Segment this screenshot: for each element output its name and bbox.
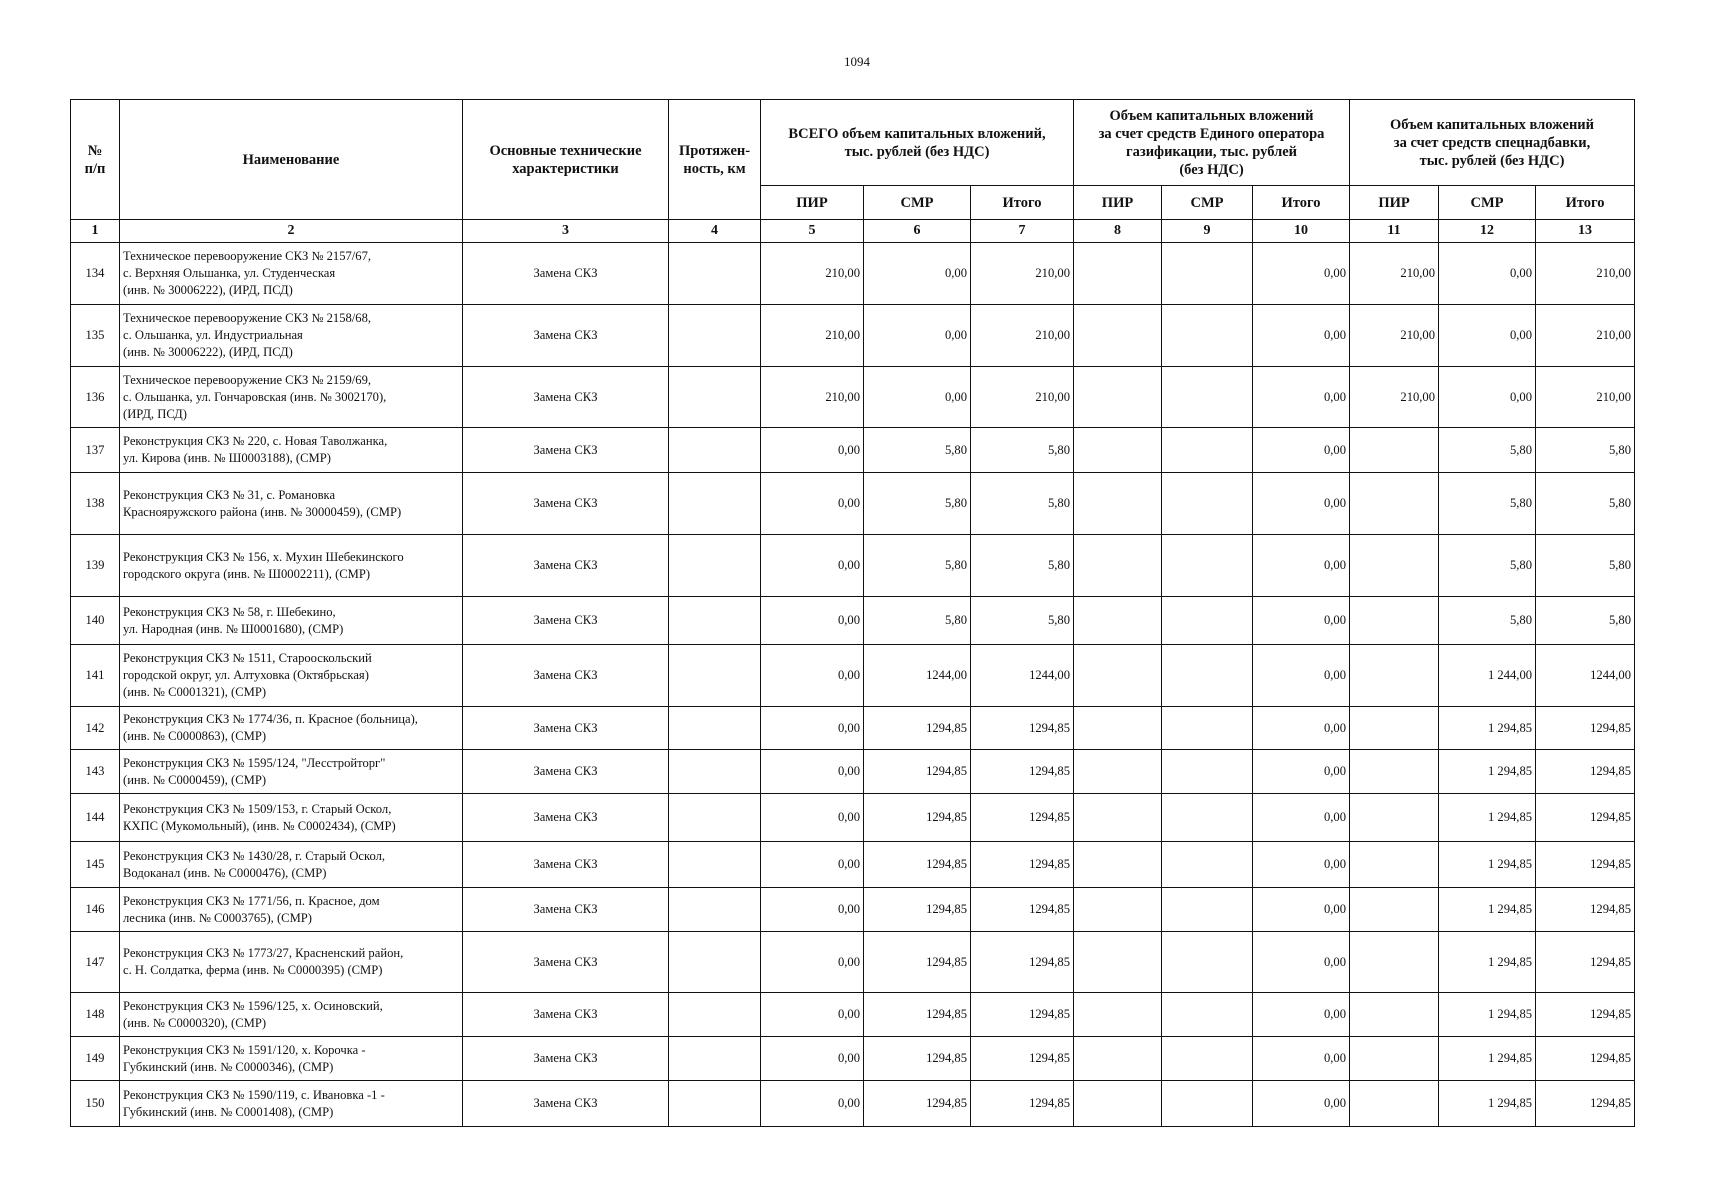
total-sum-cell: 1294,85 xyxy=(971,888,1074,932)
special-pir-cell xyxy=(1350,750,1439,794)
row-characteristics: Замена СКЗ xyxy=(463,1037,669,1081)
row-characteristics: Замена СКЗ xyxy=(463,794,669,842)
total-pir-cell: 0,00 xyxy=(761,888,864,932)
row-number: 146 xyxy=(71,888,120,932)
row-characteristics: Замена СКЗ xyxy=(463,597,669,645)
special-smr-cell: 1 294,85 xyxy=(1439,888,1536,932)
table-row xyxy=(71,428,1635,473)
operator-sum-cell: 0,00 xyxy=(1253,1037,1350,1081)
row-length xyxy=(669,993,761,1037)
header-group-total: ВСЕГО объем капитальных вложений, тыс. рублей (без НДС) xyxy=(761,100,1074,186)
total-smr-cell: 0,00 xyxy=(864,305,971,367)
operator-smr-cell xyxy=(1162,932,1253,993)
total-sum-cell: 1294,85 xyxy=(971,707,1074,750)
table-row xyxy=(71,367,1635,428)
row-name: Реконструкция СКЗ № 1509/153, г. Старый Оскол, КХПС (Мукомольный), (инв. № С0002434), (СМР) xyxy=(120,794,463,842)
total-pir-cell: 210,00 xyxy=(761,305,864,367)
table-body xyxy=(71,243,1635,1127)
row-length xyxy=(669,842,761,888)
table-row xyxy=(71,932,1635,993)
special-smr-cell: 1 294,85 xyxy=(1439,707,1536,750)
total-sum-cell: 1244,00 xyxy=(971,645,1074,707)
total-smr-cell: 5,80 xyxy=(864,597,971,645)
total-sum-cell: 210,00 xyxy=(971,367,1074,428)
total-smr-cell: 1294,85 xyxy=(864,993,971,1037)
column-number: 11 xyxy=(1350,220,1439,243)
row-number: 143 xyxy=(71,750,120,794)
row-name: Реконструкция СКЗ № 1591/120, х. Корочка - Губкинский (инв. № С0000346), (СМР) xyxy=(120,1037,463,1081)
operator-sum-cell: 0,00 xyxy=(1253,473,1350,535)
header-name: Наименование xyxy=(120,100,463,220)
operator-sum-cell: 0,00 xyxy=(1253,842,1350,888)
operator-pir-cell xyxy=(1074,750,1162,794)
operator-smr-cell xyxy=(1162,842,1253,888)
total-pir-cell: 0,00 xyxy=(761,428,864,473)
table-row xyxy=(71,707,1635,750)
row-number: 136 xyxy=(71,367,120,428)
row-number: 145 xyxy=(71,842,120,888)
total-pir-cell: 0,00 xyxy=(761,842,864,888)
row-number: 138 xyxy=(71,473,120,535)
row-name: Реконструкция СКЗ № 1596/125, х. Осиновский, (инв. № С0000320), (СМР) xyxy=(120,993,463,1037)
operator-pir-cell xyxy=(1074,243,1162,305)
header-total-pir: ПИР xyxy=(761,186,864,220)
table-row xyxy=(71,473,1635,535)
header-special-smr: СМР xyxy=(1439,186,1536,220)
special-sum-cell: 210,00 xyxy=(1536,367,1635,428)
special-sum-cell: 1294,85 xyxy=(1536,842,1635,888)
row-length xyxy=(669,1037,761,1081)
row-length xyxy=(669,597,761,645)
operator-smr-cell xyxy=(1162,707,1253,750)
total-sum-cell: 1294,85 xyxy=(971,1037,1074,1081)
special-smr-cell: 5,80 xyxy=(1439,535,1536,597)
row-name: Реконструкция СКЗ № 1774/36, п. Красное (больница), (инв. № С0000863), (СМР) xyxy=(120,707,463,750)
column-number: 1 xyxy=(71,220,120,243)
special-smr-cell: 1 294,85 xyxy=(1439,932,1536,993)
special-sum-cell: 1294,85 xyxy=(1536,794,1635,842)
special-smr-cell: 0,00 xyxy=(1439,305,1536,367)
special-pir-cell xyxy=(1350,888,1439,932)
operator-sum-cell: 0,00 xyxy=(1253,707,1350,750)
special-smr-cell: 5,80 xyxy=(1439,428,1536,473)
operator-smr-cell xyxy=(1162,645,1253,707)
total-sum-cell: 1294,85 xyxy=(971,750,1074,794)
total-sum-cell: 5,80 xyxy=(971,428,1074,473)
special-sum-cell: 1294,85 xyxy=(1536,1081,1635,1127)
special-pir-cell xyxy=(1350,428,1439,473)
total-sum-cell: 5,80 xyxy=(971,473,1074,535)
row-number: 142 xyxy=(71,707,120,750)
row-characteristics: Замена СКЗ xyxy=(463,993,669,1037)
total-smr-cell: 1294,85 xyxy=(864,888,971,932)
column-number: 10 xyxy=(1253,220,1350,243)
operator-sum-cell: 0,00 xyxy=(1253,535,1350,597)
operator-sum-cell: 0,00 xyxy=(1253,243,1350,305)
total-smr-cell: 0,00 xyxy=(864,243,971,305)
row-characteristics: Замена СКЗ xyxy=(463,535,669,597)
total-pir-cell: 0,00 xyxy=(761,932,864,993)
row-name: Реконструкция СКЗ № 156, х. Мухин Шебекинского городского округа (инв. № Ш0002211), (СМР) xyxy=(120,535,463,597)
special-sum-cell: 5,80 xyxy=(1536,428,1635,473)
row-characteristics: Замена СКЗ xyxy=(463,750,669,794)
row-characteristics: Замена СКЗ xyxy=(463,707,669,750)
total-sum-cell: 1294,85 xyxy=(971,932,1074,993)
operator-pir-cell xyxy=(1074,428,1162,473)
operator-pir-cell xyxy=(1074,1081,1162,1127)
operator-smr-cell xyxy=(1162,794,1253,842)
column-number: 12 xyxy=(1439,220,1536,243)
total-sum-cell: 1294,85 xyxy=(971,1081,1074,1127)
operator-pir-cell xyxy=(1074,707,1162,750)
row-name: Реконструкция СКЗ № 1590/119, с. Ивановка -1 - Губкинский (инв. № С0001408), (СМР) xyxy=(120,1081,463,1127)
operator-smr-cell xyxy=(1162,993,1253,1037)
row-length xyxy=(669,535,761,597)
table-row xyxy=(71,597,1635,645)
table-row xyxy=(71,535,1635,597)
special-smr-cell: 5,80 xyxy=(1439,597,1536,645)
row-name: Реконструкция СКЗ № 220, с. Новая Таволжанка, ул. Кирова (инв. № Ш0003188), (СМР) xyxy=(120,428,463,473)
operator-pir-cell xyxy=(1074,597,1162,645)
row-name: Реконструкция СКЗ № 58, г. Шебекино, ул. Народная (инв. № Ш0001680), (СМР) xyxy=(120,597,463,645)
special-pir-cell xyxy=(1350,794,1439,842)
operator-pir-cell xyxy=(1074,473,1162,535)
row-characteristics: Замена СКЗ xyxy=(463,645,669,707)
operator-sum-cell: 0,00 xyxy=(1253,645,1350,707)
row-length xyxy=(669,932,761,993)
total-sum-cell: 5,80 xyxy=(971,535,1074,597)
column-number: 5 xyxy=(761,220,864,243)
special-sum-cell: 1244,00 xyxy=(1536,645,1635,707)
special-smr-cell: 1 294,85 xyxy=(1439,794,1536,842)
header-group-operator: Объем капитальных вложений за счет средств Единого оператора газификации, тыс. рублей (без НДС) xyxy=(1074,100,1350,186)
row-characteristics: Замена СКЗ xyxy=(463,428,669,473)
special-sum-cell: 1294,85 xyxy=(1536,888,1635,932)
special-smr-cell: 1 244,00 xyxy=(1439,645,1536,707)
special-smr-cell: 5,80 xyxy=(1439,473,1536,535)
table-header xyxy=(71,100,1635,243)
table-row xyxy=(71,888,1635,932)
row-characteristics: Замена СКЗ xyxy=(463,932,669,993)
operator-sum-cell: 0,00 xyxy=(1253,428,1350,473)
row-length xyxy=(669,305,761,367)
operator-sum-cell: 0,00 xyxy=(1253,597,1350,645)
row-length xyxy=(669,428,761,473)
row-number: 149 xyxy=(71,1037,120,1081)
total-pir-cell: 0,00 xyxy=(761,1081,864,1127)
total-smr-cell: 1294,85 xyxy=(864,1037,971,1081)
special-sum-cell: 1294,85 xyxy=(1536,750,1635,794)
table-row xyxy=(71,305,1635,367)
header-operator-smr: СМР xyxy=(1162,186,1253,220)
total-smr-cell: 1294,85 xyxy=(864,750,971,794)
special-sum-cell: 1294,85 xyxy=(1536,707,1635,750)
row-number: 141 xyxy=(71,645,120,707)
total-smr-cell: 1294,85 xyxy=(864,794,971,842)
total-sum-cell: 1294,85 xyxy=(971,794,1074,842)
row-length xyxy=(669,1081,761,1127)
column-number: 6 xyxy=(864,220,971,243)
special-pir-cell xyxy=(1350,932,1439,993)
row-number: 134 xyxy=(71,243,120,305)
operator-smr-cell xyxy=(1162,367,1253,428)
row-number: 137 xyxy=(71,428,120,473)
operator-sum-cell: 0,00 xyxy=(1253,993,1350,1037)
operator-pir-cell xyxy=(1074,932,1162,993)
column-number: 7 xyxy=(971,220,1074,243)
total-pir-cell: 0,00 xyxy=(761,645,864,707)
total-sum-cell: 5,80 xyxy=(971,597,1074,645)
total-sum-cell: 1294,85 xyxy=(971,993,1074,1037)
special-sum-cell: 1294,85 xyxy=(1536,993,1635,1037)
total-pir-cell: 0,00 xyxy=(761,473,864,535)
operator-smr-cell xyxy=(1162,305,1253,367)
header-number: № п/п xyxy=(71,100,120,220)
special-smr-cell: 0,00 xyxy=(1439,243,1536,305)
row-characteristics: Замена СКЗ xyxy=(463,367,669,428)
table-row xyxy=(71,993,1635,1037)
row-name: Реконструкция СКЗ № 1771/56, п. Красное, дом лесника (инв. № С0003765), (СМР) xyxy=(120,888,463,932)
row-characteristics: Замена СКЗ xyxy=(463,305,669,367)
row-characteristics: Замена СКЗ xyxy=(463,243,669,305)
row-length xyxy=(669,707,761,750)
total-smr-cell: 1294,85 xyxy=(864,1081,971,1127)
row-name: Техническое перевооружение СКЗ № 2158/68, с. Ольшанка, ул. Индустриальная (инв. № 30006222), (ИРД, ПСД) xyxy=(120,305,463,367)
total-pir-cell: 0,00 xyxy=(761,993,864,1037)
operator-sum-cell: 0,00 xyxy=(1253,750,1350,794)
special-smr-cell: 1 294,85 xyxy=(1439,1081,1536,1127)
row-length xyxy=(669,473,761,535)
special-pir-cell xyxy=(1350,1081,1439,1127)
operator-pir-cell xyxy=(1074,842,1162,888)
table-row xyxy=(71,842,1635,888)
table-row xyxy=(71,243,1635,305)
total-pir-cell: 0,00 xyxy=(761,794,864,842)
row-length xyxy=(669,367,761,428)
special-sum-cell: 5,80 xyxy=(1536,597,1635,645)
column-number: 13 xyxy=(1536,220,1635,243)
total-smr-cell: 1244,00 xyxy=(864,645,971,707)
table-row xyxy=(71,1081,1635,1127)
row-number: 140 xyxy=(71,597,120,645)
total-smr-cell: 5,80 xyxy=(864,473,971,535)
total-smr-cell: 1294,85 xyxy=(864,707,971,750)
header-total-smr: СМР xyxy=(864,186,971,220)
total-smr-cell: 0,00 xyxy=(864,367,971,428)
total-pir-cell: 0,00 xyxy=(761,535,864,597)
row-length xyxy=(669,888,761,932)
special-sum-cell: 210,00 xyxy=(1536,243,1635,305)
row-characteristics: Замена СКЗ xyxy=(463,1081,669,1127)
total-smr-cell: 5,80 xyxy=(864,535,971,597)
operator-sum-cell: 0,00 xyxy=(1253,367,1350,428)
operator-smr-cell xyxy=(1162,750,1253,794)
special-sum-cell: 5,80 xyxy=(1536,535,1635,597)
row-length xyxy=(669,645,761,707)
special-sum-cell: 1294,85 xyxy=(1536,1037,1635,1081)
operator-pir-cell xyxy=(1074,305,1162,367)
special-pir-cell xyxy=(1350,597,1439,645)
total-pir-cell: 0,00 xyxy=(761,1037,864,1081)
header-special-pir: ПИР xyxy=(1350,186,1439,220)
table-row xyxy=(71,1037,1635,1081)
row-number: 144 xyxy=(71,794,120,842)
row-name: Реконструкция СКЗ № 1595/124, "Лесстройторг" (инв. № С0000459), (СМР) xyxy=(120,750,463,794)
operator-pir-cell xyxy=(1074,888,1162,932)
row-length xyxy=(669,750,761,794)
special-pir-cell xyxy=(1350,473,1439,535)
row-name: Реконструкция СКЗ № 31, с. Романовка Краснояружского района (инв. № 30000459), (СМР) xyxy=(120,473,463,535)
operator-smr-cell xyxy=(1162,535,1253,597)
operator-sum-cell: 0,00 xyxy=(1253,888,1350,932)
operator-sum-cell: 0,00 xyxy=(1253,1081,1350,1127)
header-length: Протяжен- ность, км xyxy=(669,100,761,220)
table-row xyxy=(71,794,1635,842)
row-characteristics: Замена СКЗ xyxy=(463,473,669,535)
row-number: 150 xyxy=(71,1081,120,1127)
special-pir-cell: 210,00 xyxy=(1350,367,1439,428)
row-number: 135 xyxy=(71,305,120,367)
special-pir-cell xyxy=(1350,842,1439,888)
row-name: Реконструкция СКЗ № 1773/27, Красненский район, с. Н. Солдатка, ферма (инв. № С0000395) (СМР) xyxy=(120,932,463,993)
special-pir-cell xyxy=(1350,707,1439,750)
operator-sum-cell: 0,00 xyxy=(1253,794,1350,842)
special-smr-cell: 1 294,85 xyxy=(1439,750,1536,794)
operator-pir-cell xyxy=(1074,794,1162,842)
row-number: 147 xyxy=(71,932,120,993)
total-pir-cell: 210,00 xyxy=(761,243,864,305)
row-characteristics: Замена СКЗ xyxy=(463,842,669,888)
special-pir-cell: 210,00 xyxy=(1350,243,1439,305)
header-group-special: Объем капитальных вложений за счет средств спецнадбавки, тыс. рублей (без НДС) xyxy=(1350,100,1635,186)
special-pir-cell xyxy=(1350,1037,1439,1081)
row-number: 139 xyxy=(71,535,120,597)
table-row xyxy=(71,750,1635,794)
operator-smr-cell xyxy=(1162,1037,1253,1081)
operator-smr-cell xyxy=(1162,597,1253,645)
total-sum-cell: 210,00 xyxy=(971,243,1074,305)
special-sum-cell: 5,80 xyxy=(1536,473,1635,535)
header-operator-sum: Итого xyxy=(1253,186,1350,220)
column-number: 8 xyxy=(1074,220,1162,243)
table-row xyxy=(71,645,1635,707)
total-pir-cell: 210,00 xyxy=(761,367,864,428)
operator-pir-cell xyxy=(1074,367,1162,428)
row-characteristics: Замена СКЗ xyxy=(463,888,669,932)
special-smr-cell: 1 294,85 xyxy=(1439,1037,1536,1081)
total-smr-cell: 1294,85 xyxy=(864,932,971,993)
row-length xyxy=(669,794,761,842)
total-pir-cell: 0,00 xyxy=(761,750,864,794)
investment-table xyxy=(70,99,1635,1127)
operator-smr-cell xyxy=(1162,888,1253,932)
row-length xyxy=(669,243,761,305)
row-name: Реконструкция СКЗ № 1430/28, г. Старый Оскол, Водоканал (инв. № С0000476), (СМР) xyxy=(120,842,463,888)
row-name: Техническое перевооружение СКЗ № 2159/69, с. Ольшанка, ул. Гончаровская (инв. № 3002170), (ИРД, ПСД) xyxy=(120,367,463,428)
special-smr-cell: 1 294,85 xyxy=(1439,993,1536,1037)
row-name: Техническое перевооружение СКЗ № 2157/67, с. Верхняя Ольшанка, ул. Студенческая (инв. № 30006222), (ИРД, ПСД) xyxy=(120,243,463,305)
total-sum-cell: 210,00 xyxy=(971,305,1074,367)
operator-smr-cell xyxy=(1162,243,1253,305)
row-number: 148 xyxy=(71,993,120,1037)
operator-sum-cell: 0,00 xyxy=(1253,932,1350,993)
operator-smr-cell xyxy=(1162,473,1253,535)
special-pir-cell xyxy=(1350,993,1439,1037)
special-sum-cell: 210,00 xyxy=(1536,305,1635,367)
special-pir-cell xyxy=(1350,645,1439,707)
column-number: 9 xyxy=(1162,220,1253,243)
header-characteristics: Основные технические характеристики xyxy=(463,100,669,220)
row-name: Реконструкция СКЗ № 1511, Старооскольский городской округ, ул. Алтуховка (Октябрьская) (инв. № С0001321), (СМР) xyxy=(120,645,463,707)
operator-pir-cell xyxy=(1074,993,1162,1037)
total-pir-cell: 0,00 xyxy=(761,597,864,645)
column-number: 4 xyxy=(669,220,761,243)
operator-smr-cell xyxy=(1162,428,1253,473)
page-number: 1094 xyxy=(844,54,870,69)
special-smr-cell: 0,00 xyxy=(1439,367,1536,428)
total-smr-cell: 5,80 xyxy=(864,428,971,473)
column-number: 3 xyxy=(463,220,669,243)
column-number: 2 xyxy=(120,220,463,243)
header-operator-pir: ПИР xyxy=(1074,186,1162,220)
special-pir-cell: 210,00 xyxy=(1350,305,1439,367)
total-pir-cell: 0,00 xyxy=(761,707,864,750)
total-smr-cell: 1294,85 xyxy=(864,842,971,888)
header-total-sum: Итого xyxy=(971,186,1074,220)
operator-pir-cell xyxy=(1074,535,1162,597)
column-number-row xyxy=(71,220,1635,243)
total-sum-cell: 1294,85 xyxy=(971,842,1074,888)
header-special-sum: Итого xyxy=(1536,186,1635,220)
special-smr-cell: 1 294,85 xyxy=(1439,842,1536,888)
special-pir-cell xyxy=(1350,535,1439,597)
operator-sum-cell: 0,00 xyxy=(1253,305,1350,367)
operator-pir-cell xyxy=(1074,645,1162,707)
special-sum-cell: 1294,85 xyxy=(1536,932,1635,993)
operator-smr-cell xyxy=(1162,1081,1253,1127)
operator-pir-cell xyxy=(1074,1037,1162,1081)
